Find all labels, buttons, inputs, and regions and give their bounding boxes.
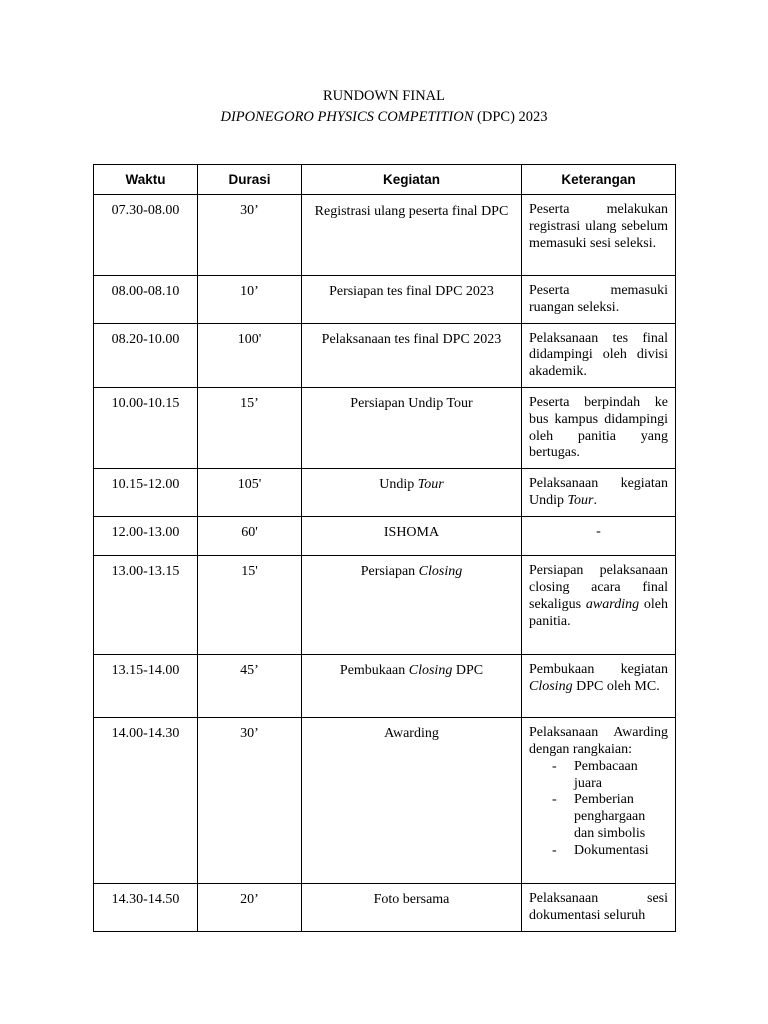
- cell-keterangan: Pelaksanaan sesi dokumentasi seluruh: [522, 884, 676, 932]
- cell-kegiatan: Foto bersama: [302, 884, 522, 932]
- cell-keterangan: -: [522, 517, 676, 556]
- table-row: [94, 469, 676, 517]
- cell-keterangan: Peserta berpindah ke bus kampus didampingi oleh panitia yang bertugas.: [522, 387, 676, 468]
- list-bullet: -: [552, 792, 557, 808]
- cell-waktu: 07.30-08.00: [94, 195, 198, 276]
- keterangan-text-end: .: [593, 492, 597, 508]
- kegiatan-text: Persiapan: [360, 564, 419, 580]
- keterangan-text: Pelaksanaan Awarding dengan rangkaian:: [529, 725, 668, 757]
- table-row: [94, 655, 676, 718]
- cell-durasi: 30’: [198, 718, 302, 884]
- cell-kegiatan: Awarding: [302, 718, 522, 884]
- header-kegiatan: Kegiatan: [302, 165, 522, 195]
- cell-durasi: 20’: [198, 884, 302, 932]
- table-row: [94, 884, 676, 932]
- cell-durasi: 15’: [198, 387, 302, 468]
- header-durasi: Durasi: [198, 165, 302, 195]
- keterangan-italic: awarding: [585, 596, 640, 612]
- table-row: [94, 556, 676, 655]
- keterangan-italic: Tour: [567, 492, 594, 508]
- table-row: [94, 323, 676, 387]
- list-item: [529, 843, 668, 860]
- cell-keterangan: Peserta melakukan registrasi ulang sebelum memasuki sesi seleksi.: [522, 195, 676, 276]
- cell-kegiatan: Registrasi ulang peserta final DPC: [302, 195, 522, 276]
- list-item-text: Dokumentasi: [574, 842, 649, 858]
- table-row: [94, 276, 676, 324]
- cell-keterangan: [522, 655, 676, 718]
- cell-kegiatan: [302, 655, 522, 718]
- kegiatan-text: Pembukaan: [339, 663, 409, 679]
- cell-durasi: 10’: [198, 276, 302, 324]
- kegiatan-text: Undip: [379, 477, 418, 493]
- kegiatan-italic: Closing: [418, 564, 463, 580]
- cell-kegiatan: ISHOMA: [302, 517, 522, 556]
- title-line-1: RUNDOWN FINAL: [322, 88, 446, 104]
- keterangan-italic: Closing: [529, 678, 573, 694]
- title-event-name: DIPONEGORO PHYSICS COMPETITION: [220, 109, 474, 125]
- kegiatan-italic: Tour: [417, 477, 444, 493]
- cell-keterangan: Peserta memasuki ruangan seleksi.: [522, 276, 676, 324]
- cell-durasi: 100': [198, 323, 302, 387]
- list-bullet: -: [552, 758, 557, 774]
- rundown-table: [93, 164, 676, 932]
- cell-durasi: 30’: [198, 195, 302, 276]
- keterangan-text: Pelaksanaan kegiatan Undip: [529, 476, 668, 508]
- cell-keterangan: Pelaksanaan tes final didampingi oleh divisi akademik.: [522, 323, 676, 387]
- list-item-text: Pembacaan juara: [574, 758, 638, 791]
- cell-waktu: 14.00-14.30: [94, 718, 198, 884]
- keterangan-text: Persiapan pelaksanaan closing acara final sekaligus: [529, 563, 668, 612]
- cell-keterangan: [522, 718, 676, 884]
- list-item: [529, 759, 668, 793]
- list-item: [529, 792, 668, 842]
- cell-waktu: 13.15-14.00: [94, 655, 198, 718]
- cell-kegiatan: Persiapan tes final DPC 2023: [302, 276, 522, 324]
- cell-keterangan: [522, 469, 676, 517]
- cell-waktu: 10.15-12.00: [94, 469, 198, 517]
- cell-keterangan: [522, 556, 676, 655]
- table-header-row: [94, 165, 676, 195]
- cell-waktu: 12.00-13.00: [94, 517, 198, 556]
- header-waktu: Waktu: [94, 165, 198, 195]
- cell-waktu: 10.00-10.15: [94, 387, 198, 468]
- cell-kegiatan: Persiapan Undip Tour: [302, 387, 522, 468]
- cell-durasi: 105': [198, 469, 302, 517]
- awarding-list: [529, 759, 668, 860]
- table-row: [94, 387, 676, 468]
- cell-durasi: 45’: [198, 655, 302, 718]
- document-title: [0, 86, 768, 128]
- list-item-text: Pemberian penghargaan dan simbolis: [574, 792, 646, 841]
- header-keterangan: Keterangan: [522, 165, 676, 195]
- cell-kegiatan: [302, 556, 522, 655]
- cell-kegiatan: Pelaksanaan tes final DPC 2023: [302, 323, 522, 387]
- keterangan-text-end: oleh panitia.: [529, 596, 668, 629]
- title-event-suffix: (DPC) 2023: [473, 109, 548, 125]
- cell-waktu: 14.30-14.50: [94, 884, 198, 932]
- cell-waktu: 08.00-08.10: [94, 276, 198, 324]
- cell-kegiatan: [302, 469, 522, 517]
- cell-waktu: 13.00-13.15: [94, 556, 198, 655]
- cell-waktu: 08.20-10.00: [94, 323, 198, 387]
- title-line-2: [0, 107, 768, 128]
- table-row: [94, 195, 676, 276]
- keterangan-text: Pembukaan kegiatan: [529, 662, 668, 678]
- cell-durasi: 15': [198, 556, 302, 655]
- table-row: [94, 718, 676, 884]
- cell-durasi: 60': [198, 517, 302, 556]
- kegiatan-italic: Closing: [408, 663, 453, 679]
- keterangan-text-end: DPC oleh MC.: [572, 678, 660, 694]
- table-row: [94, 517, 676, 556]
- list-bullet: -: [552, 842, 557, 858]
- kegiatan-text-end: DPC: [452, 663, 484, 679]
